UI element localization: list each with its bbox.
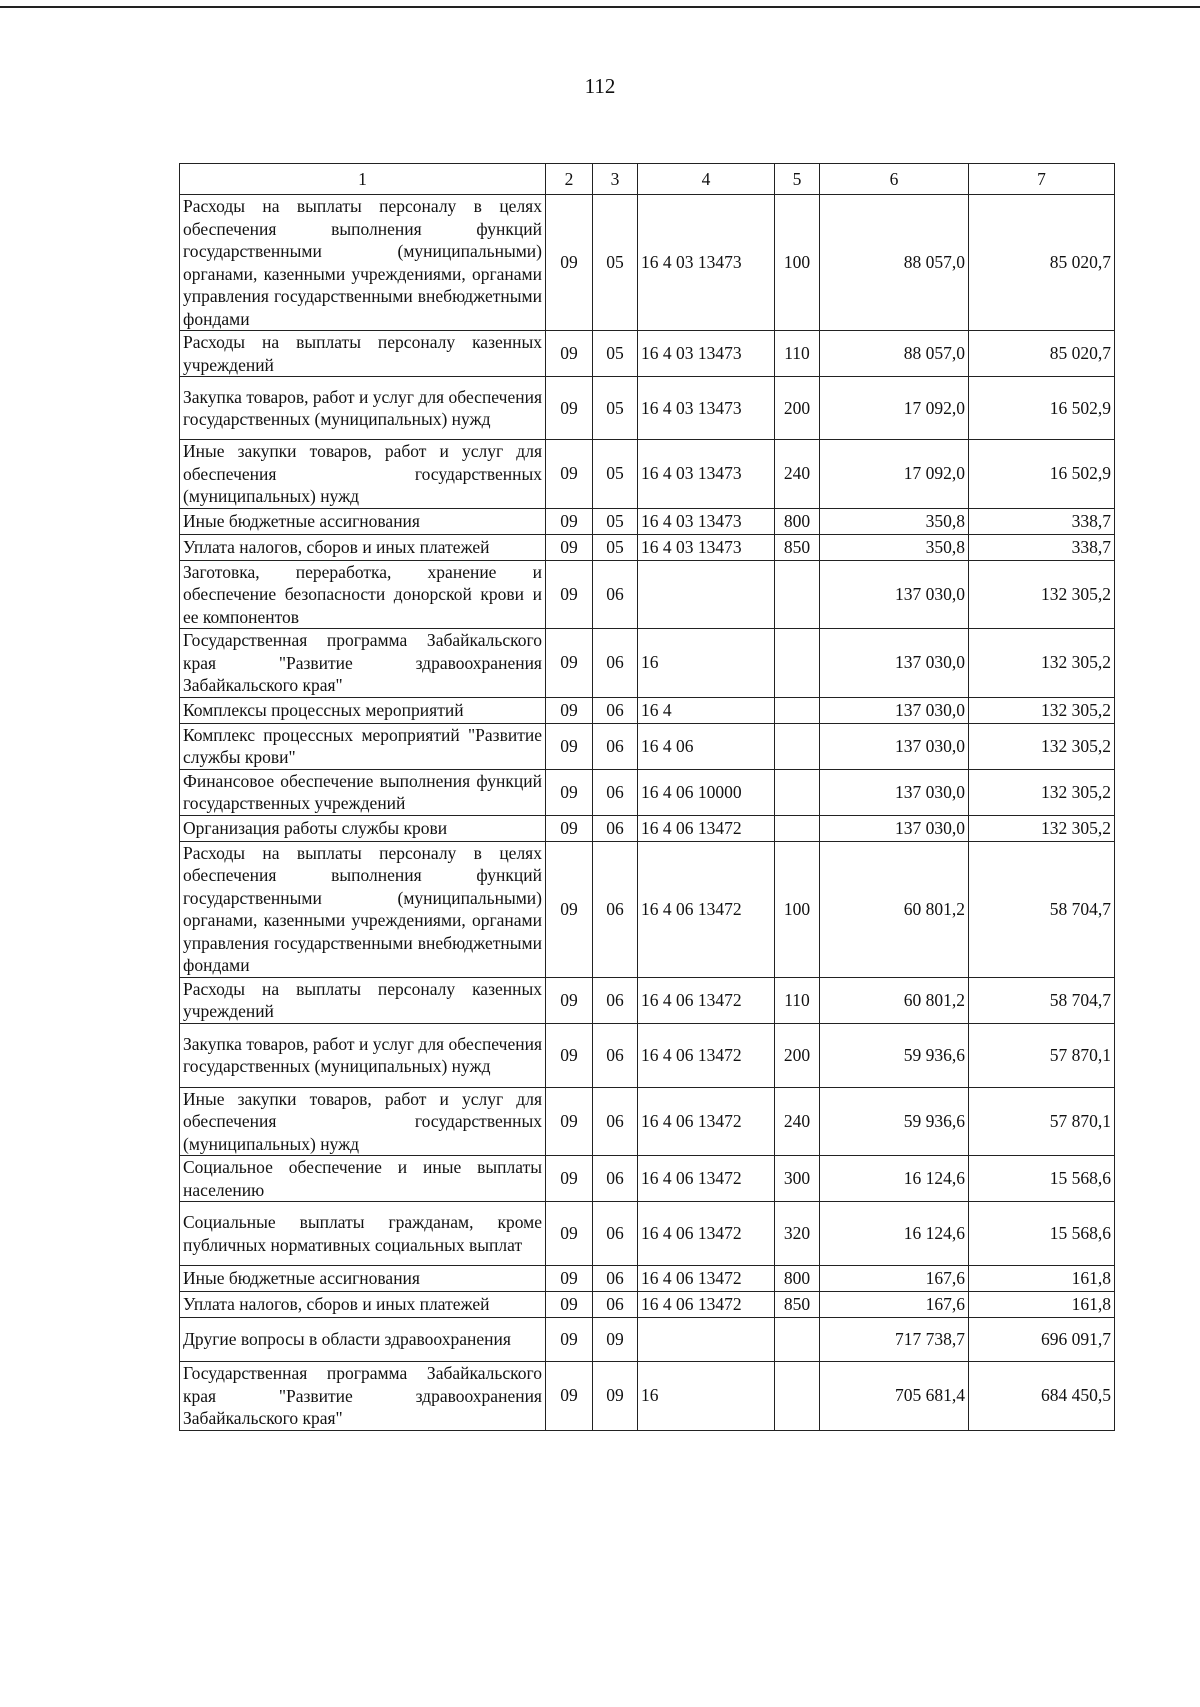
amount-cell-col6: 137 030,0 xyxy=(820,697,969,723)
amount-cell-col7: 15 568,6 xyxy=(969,1156,1115,1202)
item-name-cell: Заготовка, переработка, хранение и обеспечение безопасности донорской крови и ее компонентов xyxy=(180,560,546,629)
subsection-code-cell: 05 xyxy=(593,440,638,509)
table-row xyxy=(180,1202,1115,1266)
expense-type-code-cell: 850 xyxy=(775,1292,820,1318)
amount-cell-col7: 161,8 xyxy=(969,1266,1115,1292)
amount-cell-col7: 161,8 xyxy=(969,1292,1115,1318)
section-code-cell: 09 xyxy=(546,1362,593,1431)
section-code-cell: 09 xyxy=(546,508,593,534)
expense-type-code-cell: 200 xyxy=(775,377,820,440)
subsection-code-cell: 06 xyxy=(593,697,638,723)
subsection-code-cell: 06 xyxy=(593,977,638,1023)
amount-cell-col6: 167,6 xyxy=(820,1266,969,1292)
subsection-code-cell: 06 xyxy=(593,841,638,977)
expense-type-code-cell: 240 xyxy=(775,440,820,509)
amount-cell-col7: 132 305,2 xyxy=(969,560,1115,629)
subsection-code-cell: 09 xyxy=(593,1318,638,1362)
target-article-code-cell: 16 4 03 13473 xyxy=(638,440,775,509)
subsection-code-cell: 06 xyxy=(593,769,638,815)
section-code-cell: 09 xyxy=(546,841,593,977)
amount-cell-col7: 58 704,7 xyxy=(969,977,1115,1023)
item-name-cell: Расходы на выплаты персоналу казенных учреждений xyxy=(180,977,546,1023)
target-article-code-cell: 16 4 03 13473 xyxy=(638,508,775,534)
item-name-cell: Другие вопросы в области здравоохранения xyxy=(180,1318,546,1362)
target-article-code-cell: 16 4 06 13472 xyxy=(638,1292,775,1318)
target-article-code-cell: 16 4 06 13472 xyxy=(638,1266,775,1292)
item-name-cell: Расходы на выплаты персоналу в целях обеспечения выполнения функций государственными (муниципальными) органами, казенными учреждениями, органами управления государственными внебюджетными фондами xyxy=(180,841,546,977)
table-row xyxy=(180,1156,1115,1202)
expense-type-code-cell xyxy=(775,1362,820,1431)
expense-type-code-cell: 110 xyxy=(775,331,820,377)
amount-cell-col6: 705 681,4 xyxy=(820,1362,969,1431)
amount-cell-col7: 338,7 xyxy=(969,508,1115,534)
subsection-code-cell: 06 xyxy=(593,723,638,769)
amount-cell-col7: 132 305,2 xyxy=(969,815,1115,841)
amount-cell-col6: 88 057,0 xyxy=(820,195,969,331)
table-row xyxy=(180,1292,1115,1318)
amount-cell-col6: 137 030,0 xyxy=(820,723,969,769)
target-article-code-cell xyxy=(638,560,775,629)
amount-cell-col6: 167,6 xyxy=(820,1292,969,1318)
item-name-cell: Организация работы службы крови xyxy=(180,815,546,841)
section-code-cell: 09 xyxy=(546,534,593,560)
expense-type-code-cell xyxy=(775,560,820,629)
target-article-code-cell: 16 4 06 13472 xyxy=(638,841,775,977)
subsection-code-cell: 06 xyxy=(593,560,638,629)
amount-cell-col7: 16 502,9 xyxy=(969,377,1115,440)
amount-cell-col6: 88 057,0 xyxy=(820,331,969,377)
item-name-cell: Государственная программа Забайкальского края "Развитие здравоохранения Забайкальского края" xyxy=(180,629,546,698)
amount-cell-col7: 338,7 xyxy=(969,534,1115,560)
subsection-code-cell: 06 xyxy=(593,1266,638,1292)
target-article-code-cell xyxy=(638,1318,775,1362)
subsection-code-cell: 06 xyxy=(593,1292,638,1318)
target-article-code-cell: 16 4 03 13473 xyxy=(638,331,775,377)
section-code-cell: 09 xyxy=(546,815,593,841)
subsection-code-cell: 05 xyxy=(593,195,638,331)
section-code-cell: 09 xyxy=(546,769,593,815)
expense-type-code-cell: 800 xyxy=(775,1266,820,1292)
target-article-code-cell: 16 4 06 13472 xyxy=(638,815,775,841)
section-code-cell: 09 xyxy=(546,331,593,377)
amount-cell-col7: 132 305,2 xyxy=(969,723,1115,769)
amount-cell-col6: 17 092,0 xyxy=(820,440,969,509)
table-row xyxy=(180,977,1115,1023)
section-code-cell: 09 xyxy=(546,977,593,1023)
table-row xyxy=(180,331,1115,377)
target-article-code-cell: 16 4 03 13473 xyxy=(638,534,775,560)
target-article-code-cell: 16 4 03 13473 xyxy=(638,195,775,331)
expense-type-code-cell: 240 xyxy=(775,1087,820,1156)
amount-cell-col7: 57 870,1 xyxy=(969,1087,1115,1156)
expense-type-code-cell: 850 xyxy=(775,534,820,560)
amount-cell-col6: 137 030,0 xyxy=(820,815,969,841)
target-article-code-cell: 16 xyxy=(638,1362,775,1431)
expense-type-code-cell: 100 xyxy=(775,841,820,977)
subsection-code-cell: 06 xyxy=(593,1023,638,1087)
table-row xyxy=(180,508,1115,534)
subsection-code-cell: 05 xyxy=(593,534,638,560)
subsection-code-cell: 06 xyxy=(593,1202,638,1266)
section-code-cell: 09 xyxy=(546,1023,593,1087)
target-article-code-cell: 16 4 06 13472 xyxy=(638,1023,775,1087)
item-name-cell: Уплата налогов, сборов и иных платежей xyxy=(180,1292,546,1318)
expense-type-code-cell: 320 xyxy=(775,1202,820,1266)
column-header-3: 3 xyxy=(593,164,638,195)
amount-cell-col6: 137 030,0 xyxy=(820,629,969,698)
amount-cell-col6: 59 936,6 xyxy=(820,1087,969,1156)
page-number: 112 xyxy=(584,74,616,98)
header-row xyxy=(180,164,1115,195)
amount-cell-col7: 132 305,2 xyxy=(969,629,1115,698)
table-row xyxy=(180,195,1115,331)
amount-cell-col6: 60 801,2 xyxy=(820,841,969,977)
table-row xyxy=(180,440,1115,509)
expense-type-code-cell: 300 xyxy=(775,1156,820,1202)
item-name-cell: Социальное обеспечение и иные выплаты населению xyxy=(180,1156,546,1202)
target-article-code-cell: 16 xyxy=(638,629,775,698)
expense-type-code-cell xyxy=(775,1318,820,1362)
table-row xyxy=(180,1023,1115,1087)
column-header-2: 2 xyxy=(546,164,593,195)
section-code-cell: 09 xyxy=(546,560,593,629)
table-row xyxy=(180,815,1115,841)
amount-cell-col6: 137 030,0 xyxy=(820,560,969,629)
section-code-cell: 09 xyxy=(546,723,593,769)
item-name-cell: Закупка товаров, работ и услуг для обеспечения государственных (муниципальных) нужд xyxy=(180,1023,546,1087)
item-name-cell: Расходы на выплаты персоналу казенных учреждений xyxy=(180,331,546,377)
section-code-cell: 09 xyxy=(546,195,593,331)
column-header-6: 6 xyxy=(820,164,969,195)
amount-cell-col7: 132 305,2 xyxy=(969,769,1115,815)
expense-type-code-cell xyxy=(775,769,820,815)
column-header-5: 5 xyxy=(775,164,820,195)
section-code-cell: 09 xyxy=(546,697,593,723)
subsection-code-cell: 05 xyxy=(593,331,638,377)
table-row xyxy=(180,723,1115,769)
amount-cell-col6: 350,8 xyxy=(820,508,969,534)
section-code-cell: 09 xyxy=(546,1292,593,1318)
item-name-cell: Уплата налогов, сборов и иных платежей xyxy=(180,534,546,560)
amount-cell-col7: 85 020,7 xyxy=(969,195,1115,331)
section-code-cell: 09 xyxy=(546,1202,593,1266)
amount-cell-col7: 85 020,7 xyxy=(969,331,1115,377)
target-article-code-cell: 16 4 06 13472 xyxy=(638,1202,775,1266)
subsection-code-cell: 06 xyxy=(593,629,638,698)
expense-type-code-cell: 100 xyxy=(775,195,820,331)
table-row xyxy=(180,769,1115,815)
table-row xyxy=(180,841,1115,977)
table-row xyxy=(180,1266,1115,1292)
column-header-4: 4 xyxy=(638,164,775,195)
section-code-cell: 09 xyxy=(546,440,593,509)
amount-cell-col6: 60 801,2 xyxy=(820,977,969,1023)
target-article-code-cell: 16 4 06 13472 xyxy=(638,1156,775,1202)
table-row xyxy=(180,697,1115,723)
item-name-cell: Иные бюджетные ассигнования xyxy=(180,1266,546,1292)
expense-type-code-cell xyxy=(775,723,820,769)
subsection-code-cell: 06 xyxy=(593,815,638,841)
table-row xyxy=(180,1362,1115,1431)
amount-cell-col7: 16 502,9 xyxy=(969,440,1115,509)
amount-cell-col7: 15 568,6 xyxy=(969,1202,1115,1266)
table-row xyxy=(180,560,1115,629)
target-article-code-cell: 16 4 06 10000 xyxy=(638,769,775,815)
amount-cell-col6: 59 936,6 xyxy=(820,1023,969,1087)
target-article-code-cell: 16 4 xyxy=(638,697,775,723)
item-name-cell: Социальные выплаты гражданам, кроме публичных нормативных социальных выплат xyxy=(180,1202,546,1266)
budget-table xyxy=(179,163,1115,1431)
target-article-code-cell: 16 4 06 13472 xyxy=(638,977,775,1023)
page-top-rule xyxy=(0,6,1200,8)
item-name-cell: Закупка товаров, работ и услуг для обеспечения государственных (муниципальных) нужд xyxy=(180,377,546,440)
target-article-code-cell: 16 4 06 13472 xyxy=(638,1087,775,1156)
amount-cell-col6: 16 124,6 xyxy=(820,1202,969,1266)
target-article-code-cell: 16 4 06 xyxy=(638,723,775,769)
subsection-code-cell: 05 xyxy=(593,377,638,440)
amount-cell-col7: 132 305,2 xyxy=(969,697,1115,723)
section-code-cell: 09 xyxy=(546,377,593,440)
expense-type-code-cell xyxy=(775,697,820,723)
amount-cell-col7: 57 870,1 xyxy=(969,1023,1115,1087)
expense-type-code-cell: 200 xyxy=(775,1023,820,1087)
amount-cell-col7: 684 450,5 xyxy=(969,1362,1115,1431)
table-body xyxy=(180,195,1115,1431)
amount-cell-col6: 16 124,6 xyxy=(820,1156,969,1202)
expense-type-code-cell: 110 xyxy=(775,977,820,1023)
item-name-cell: Комплексы процессных мероприятий xyxy=(180,697,546,723)
amount-cell-col6: 350,8 xyxy=(820,534,969,560)
column-header-7: 7 xyxy=(969,164,1115,195)
table-row xyxy=(180,534,1115,560)
item-name-cell: Иные бюджетные ассигнования xyxy=(180,508,546,534)
item-name-cell: Государственная программа Забайкальского края "Развитие здравоохранения Забайкальского края" xyxy=(180,1362,546,1431)
subsection-code-cell: 09 xyxy=(593,1362,638,1431)
amount-cell-col6: 137 030,0 xyxy=(820,769,969,815)
expense-type-code-cell xyxy=(775,815,820,841)
amount-cell-col6: 717 738,7 xyxy=(820,1318,969,1362)
item-name-cell: Комплекс процессных мероприятий "Развитие службы крови" xyxy=(180,723,546,769)
table-row xyxy=(180,629,1115,698)
subsection-code-cell: 06 xyxy=(593,1087,638,1156)
table-row xyxy=(180,1087,1115,1156)
amount-cell-col7: 696 091,7 xyxy=(969,1318,1115,1362)
subsection-code-cell: 05 xyxy=(593,508,638,534)
expense-type-code-cell xyxy=(775,629,820,698)
target-article-code-cell: 16 4 03 13473 xyxy=(638,377,775,440)
item-name-cell: Финансовое обеспечение выполнения функций государственных учреждений xyxy=(180,769,546,815)
table-row xyxy=(180,1318,1115,1362)
section-code-cell: 09 xyxy=(546,1318,593,1362)
table-row xyxy=(180,377,1115,440)
subsection-code-cell: 06 xyxy=(593,1156,638,1202)
expense-type-code-cell: 800 xyxy=(775,508,820,534)
section-code-cell: 09 xyxy=(546,1156,593,1202)
column-header-1: 1 xyxy=(180,164,546,195)
amount-cell-col6: 17 092,0 xyxy=(820,377,969,440)
section-code-cell: 09 xyxy=(546,1087,593,1156)
amount-cell-col7: 58 704,7 xyxy=(969,841,1115,977)
item-name-cell: Иные закупки товаров, работ и услуг для обеспечения государственных (муниципальных) нужд xyxy=(180,440,546,509)
section-code-cell: 09 xyxy=(546,1266,593,1292)
item-name-cell: Расходы на выплаты персоналу в целях обеспечения выполнения функций государственными (муниципальными) органами, казенными учреждениями, органами управления государственными внебюджетными фондами xyxy=(180,195,546,331)
section-code-cell: 09 xyxy=(546,629,593,698)
item-name-cell: Иные закупки товаров, работ и услуг для обеспечения государственных (муниципальных) нужд xyxy=(180,1087,546,1156)
